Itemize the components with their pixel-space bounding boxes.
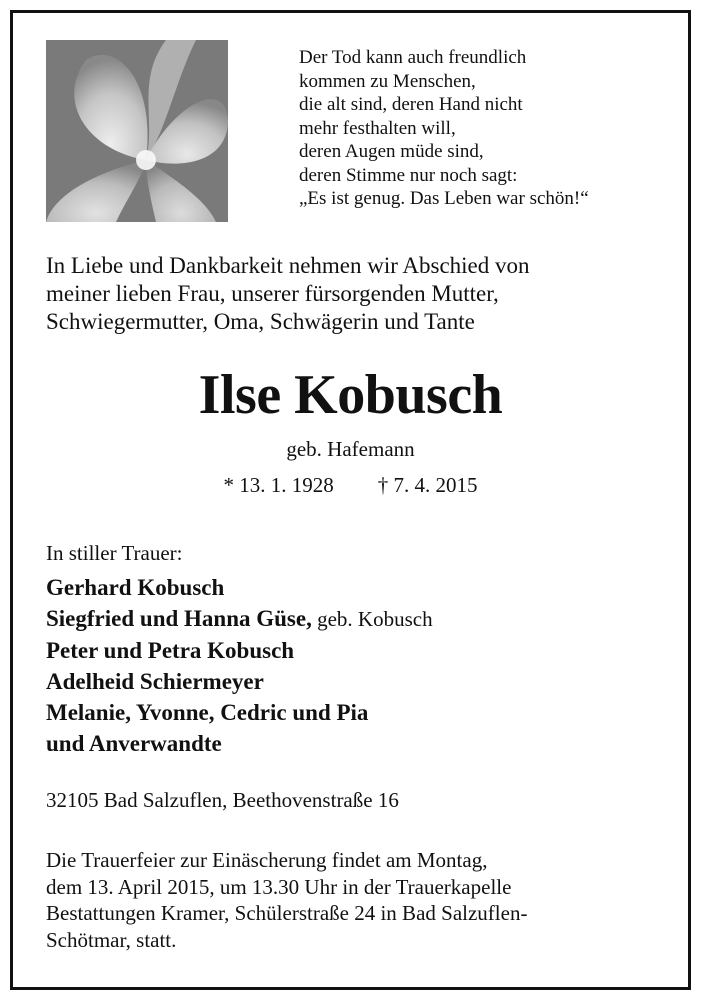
mourner-item xyxy=(46,635,433,666)
intro-line: Schwiegermutter, Oma, Schwägerin und Tante xyxy=(46,309,475,334)
poem-line: Der Tod kann auch freundlich xyxy=(299,47,527,68)
frangipani-flower-icon xyxy=(46,40,228,222)
intro-text xyxy=(46,252,530,336)
mourner-item xyxy=(46,572,433,603)
mourner-item xyxy=(46,697,433,728)
poem-line: deren Augen müde sind, xyxy=(299,141,484,162)
mourner-name: Melanie, Yvonne, Cedric und Pia xyxy=(46,700,369,725)
mourner-name: Gerhard Kobusch xyxy=(46,575,225,600)
poem xyxy=(299,46,589,211)
mourner-name: Peter und Petra Kobusch xyxy=(46,638,295,663)
mourner-name: Siegfried und Hanna Güse, xyxy=(46,606,312,631)
address: 32105 Bad Salzuflen, Beethovenstraße 16 xyxy=(46,788,399,812)
flower-photo-svg xyxy=(46,40,228,222)
birth-name: geb. Hafemann xyxy=(286,437,415,461)
funeral-line: Die Trauerfeier zur Einäscherung findet am Montag, xyxy=(46,848,488,872)
poem-line: die alt sind, deren Hand nicht xyxy=(299,94,523,115)
poem-line: deren Stimme nur noch sagt: xyxy=(299,164,518,186)
deceased-name: Ilse Kobusch xyxy=(198,364,503,426)
intro-line: In Liebe und Dankbarkeit nehmen wir Abschied von xyxy=(46,253,530,278)
poem-line: mehr festhalten will, xyxy=(299,117,456,139)
mourner-item xyxy=(46,666,433,697)
intro-line: meiner lieben Frau, unserer fürsorgenden Mutter, xyxy=(46,281,499,306)
funeral-line: Schötmar, statt. xyxy=(46,927,177,952)
mourner-name: und Anverwandte xyxy=(46,731,222,756)
mourner-item xyxy=(46,603,433,635)
mourner-note: geb. Kobusch xyxy=(311,607,433,631)
funeral-notice xyxy=(46,847,527,953)
poem-line: kommen zu Menschen, xyxy=(299,70,476,92)
funeral-line: dem 13. April 2015, um 13.30 Uhr in der Trauerkapelle xyxy=(46,874,512,899)
funeral-line: Bestattungen Kramer, Schülerstraße 24 in Bad Salzuflen- xyxy=(46,901,528,925)
mourner-item xyxy=(46,728,433,759)
life-dates xyxy=(0,472,701,498)
birth-date: * 13. 1. 1928 xyxy=(223,473,334,497)
poem-line: „Es ist genug. Das Leben war schön!“ xyxy=(299,188,589,209)
mourner-name: Adelheid Schiermeyer xyxy=(46,669,264,694)
mourners-intro: In stiller Trauer: xyxy=(46,541,183,565)
mourners-list xyxy=(46,572,433,759)
death-date: † 7. 4. 2015 xyxy=(377,473,478,497)
